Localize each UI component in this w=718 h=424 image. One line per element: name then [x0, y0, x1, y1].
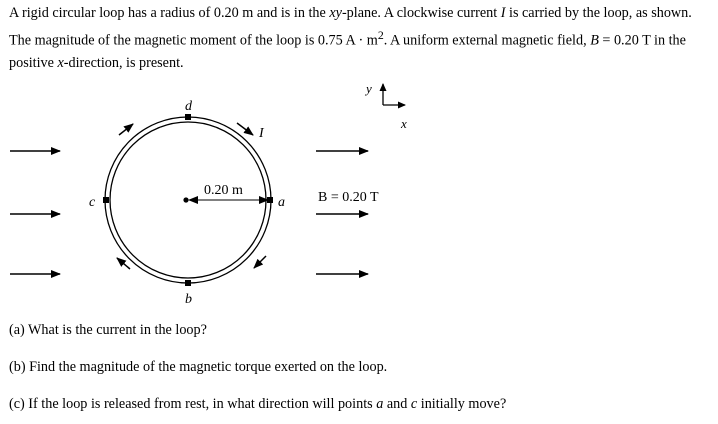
current-arrow-lower-right [254, 256, 266, 268]
point-b-marker [185, 280, 191, 286]
problem-statement: A rigid circular loop has a radius of 0.20 m and is in the xy-plane. A clockwise current I is carried by the loop, as shown. The magnitude of the magnetic moment of the loop is 0.75 $A \cdot m^2$. A uniform external magnetic field, B = 0.20 T in the positive x-direction, is present. [9, 5, 692, 71]
current-label: I [259, 126, 264, 141]
field-label: B = 0.20 T [318, 190, 379, 205]
center-dot [183, 197, 188, 202]
current-arrow-lower-left [117, 258, 130, 269]
question-b: (b) Find the magnitude of the magnetic torque exerted on the loop. [9, 359, 388, 375]
current-arrow-upper-left [119, 124, 133, 135]
field-arrows-right [316, 151, 368, 274]
axis-x-label: x [401, 116, 407, 131]
point-c-marker [103, 197, 109, 203]
axes-indicator [364, 81, 407, 131]
field-arrows-left [10, 151, 60, 274]
point-d-marker [185, 114, 191, 120]
current-arrow-upper-right [237, 123, 253, 135]
question-a: (a) What is the current in the loop? [9, 322, 207, 338]
point-c-label: c [89, 195, 96, 210]
point-a-label: a [278, 195, 285, 210]
axis-y-label: y [366, 81, 372, 96]
point-d-label: d [185, 99, 192, 114]
point-b-label: b [185, 292, 192, 307]
radius-label: 0.20 m [204, 183, 243, 198]
question-c: (c) If the loop is released from rest, in what direction will points a and c initially move? [9, 396, 507, 412]
